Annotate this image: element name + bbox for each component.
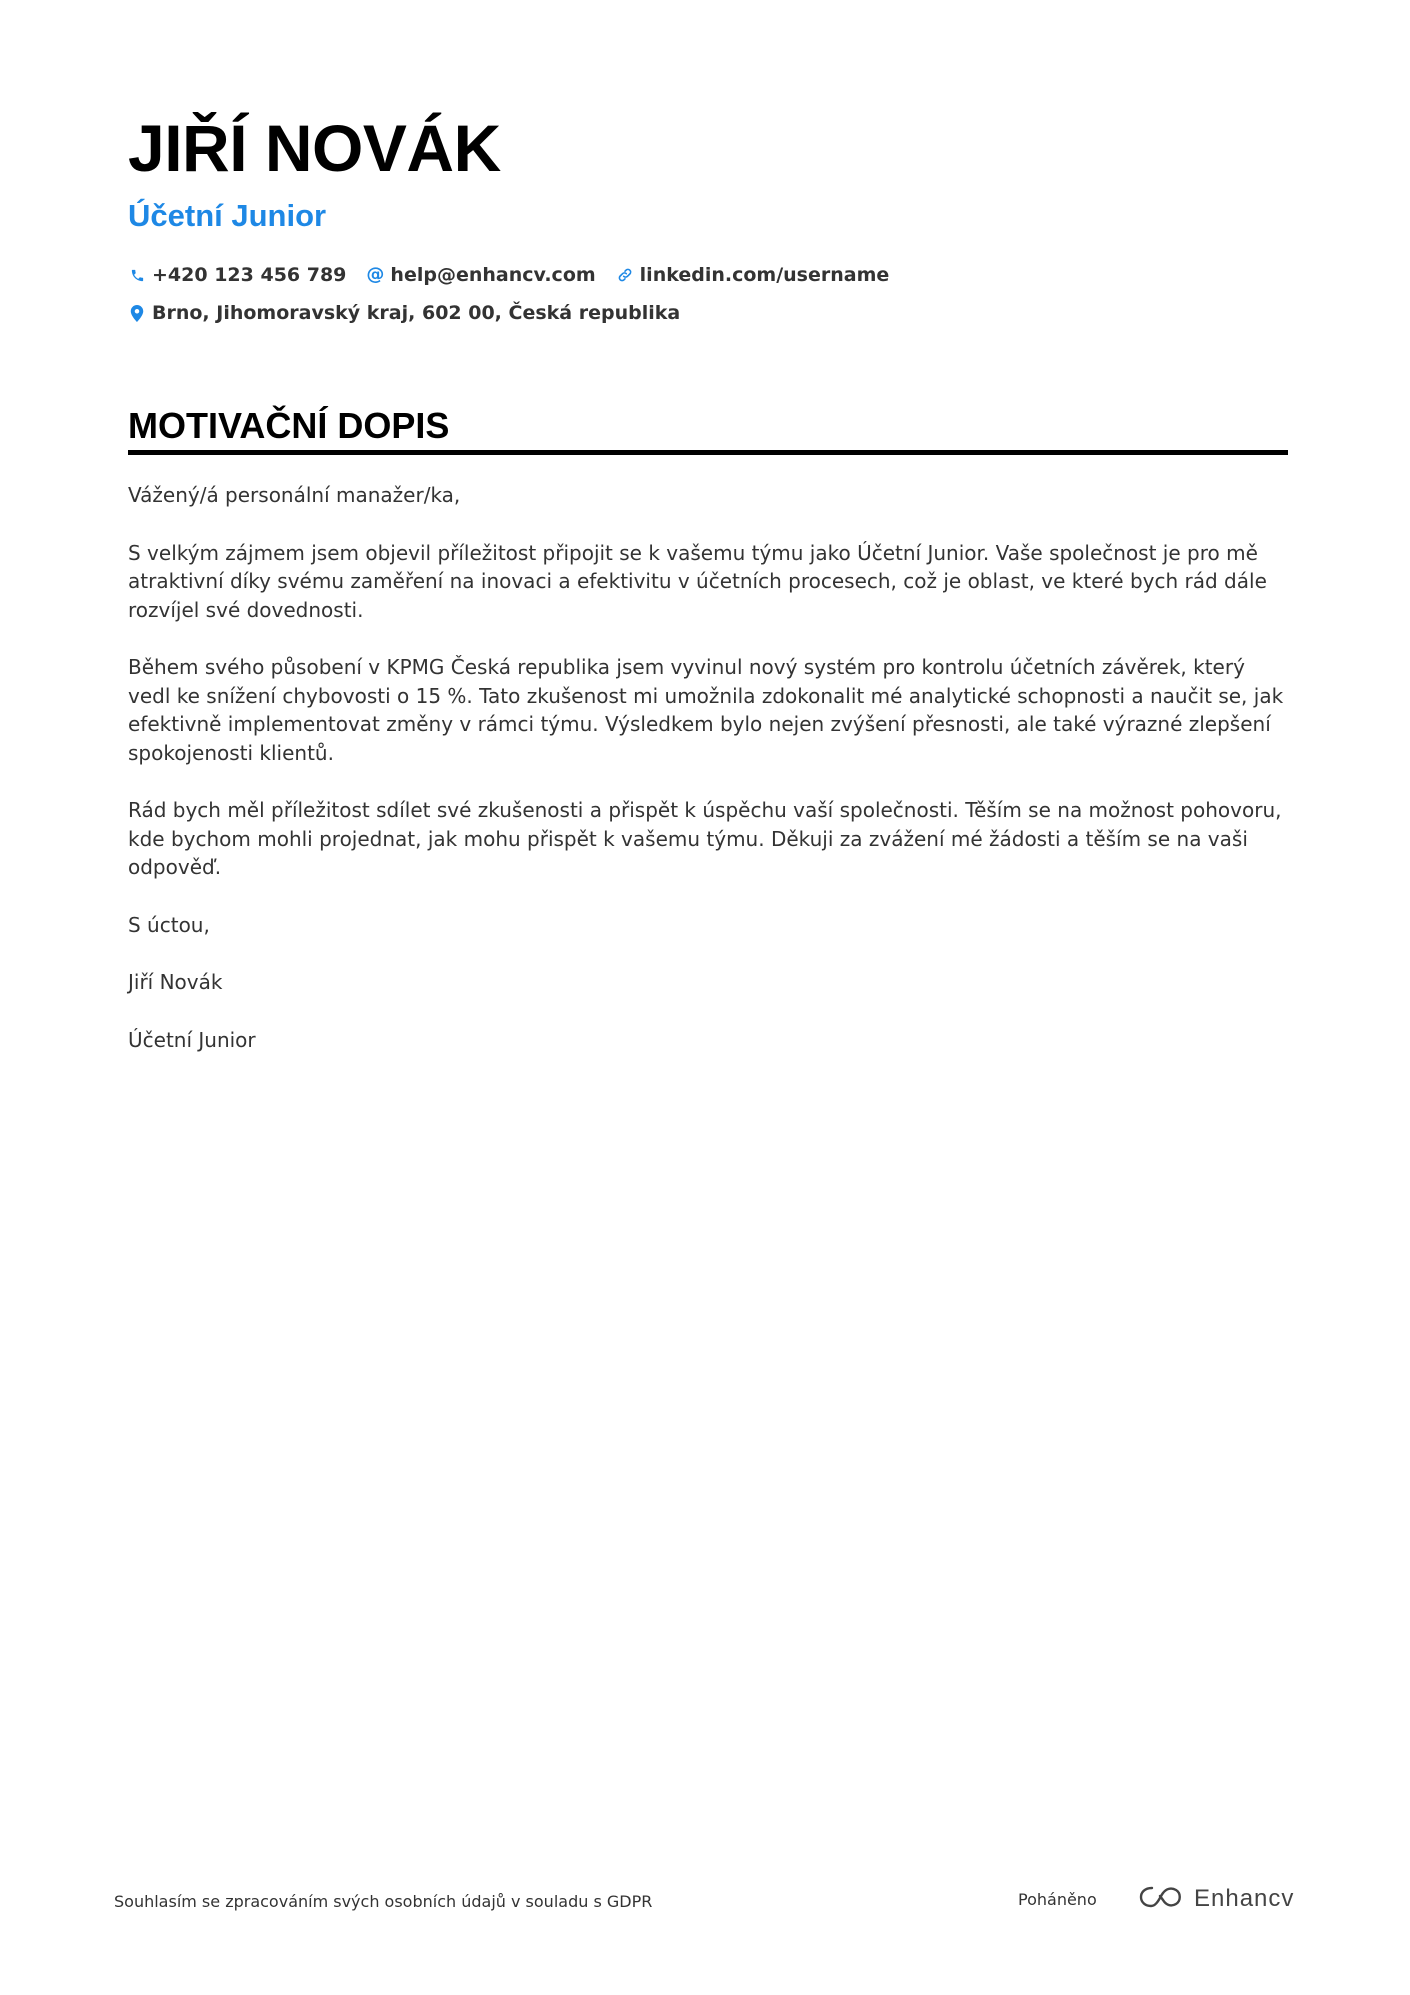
- gdpr-consent: Souhlasím se zpracováním svých osobních údajů v souladu s GDPR: [114, 1892, 653, 1911]
- phone-icon: [128, 266, 146, 284]
- signature-name: Jiří Novák: [128, 970, 223, 994]
- brand-name: Enhancv: [1194, 1885, 1295, 1912]
- letter-paragraph: Rád bych měl příležitost sdílet své zkušenosti a přispět k úspěchu vaší společnosti. Těším se na možnost pohovoru, kde bychom mohli projednat, jak mohu přispět k vašemu týmu. Děkuji za zvážení mé žádosti a těším se na vaši odpověď.: [128, 798, 1282, 879]
- phone-text: +420 123 456 789: [152, 264, 347, 286]
- map-pin-icon: [128, 304, 146, 322]
- candidate-role: Účetní Junior: [128, 198, 327, 233]
- powered-by-label: Poháněno: [1018, 1890, 1097, 1909]
- letter-body: [128, 481, 1288, 1054]
- letter-paragraph: S velkým zájmem jsem objevil příležitost připojit se k vašemu týmu jako Účetní Junior. Vaše společnost je pro mě atraktivní díky svému zaměření na inovaci a efektivitu v účetních procesech, což je oblast, ve které bych rád dále rozvíjel své dovednosti.: [128, 540, 1267, 622]
- location-text: Brno, Jihomoravský kraj, 602 00, Česká republika: [152, 302, 681, 324]
- letter-closing: S úctou,: [128, 912, 210, 937]
- enhancv-logo-icon: [1138, 1884, 1184, 1914]
- footer: [114, 1880, 1295, 1920]
- contact-info: [128, 260, 1288, 328]
- candidate-name: JIŘÍ NOVÁK: [128, 111, 501, 185]
- contact-linkedin: [616, 264, 890, 286]
- at-icon: @: [366, 264, 385, 285]
- contact-row-1: [128, 260, 1288, 290]
- contact-email: [366, 264, 595, 286]
- contact-location: [128, 302, 680, 324]
- signature-role: Účetní Junior: [128, 1027, 256, 1052]
- contact-phone: [128, 264, 346, 286]
- cover-letter-section: [128, 404, 1288, 1083]
- section-title: MOTIVAČNÍ DOPIS: [128, 405, 450, 446]
- contact-row-2: [128, 298, 1288, 328]
- header: [128, 108, 1288, 336]
- letter-paragraph: Během svého působení v KPMG Česká republika jsem vyvinul nový systém pro kontrolu účetních závěrek, který vedl ke snížení chybovosti o 15 %. Tato zkušenost mi umožnila zdokonalit mé analytické schopnosti a naučit se, jak efektivně implementovat změny v rámci týmu. Výsledkem bylo nejen zvýšení přesnosti, ale také výrazné zlepšení spokojenosti klientů.: [128, 655, 1284, 765]
- linkedin-text[interactable]: linkedin.com/username: [639, 264, 890, 286]
- email-text[interactable]: help@enhancv.com: [390, 264, 596, 286]
- enhancv-brand[interactable]: [1138, 1884, 1294, 1914]
- link-icon: [616, 266, 634, 284]
- letter-greeting: Vážený/á personální manažer/ka,: [128, 483, 461, 507]
- section-divider: [128, 450, 1288, 455]
